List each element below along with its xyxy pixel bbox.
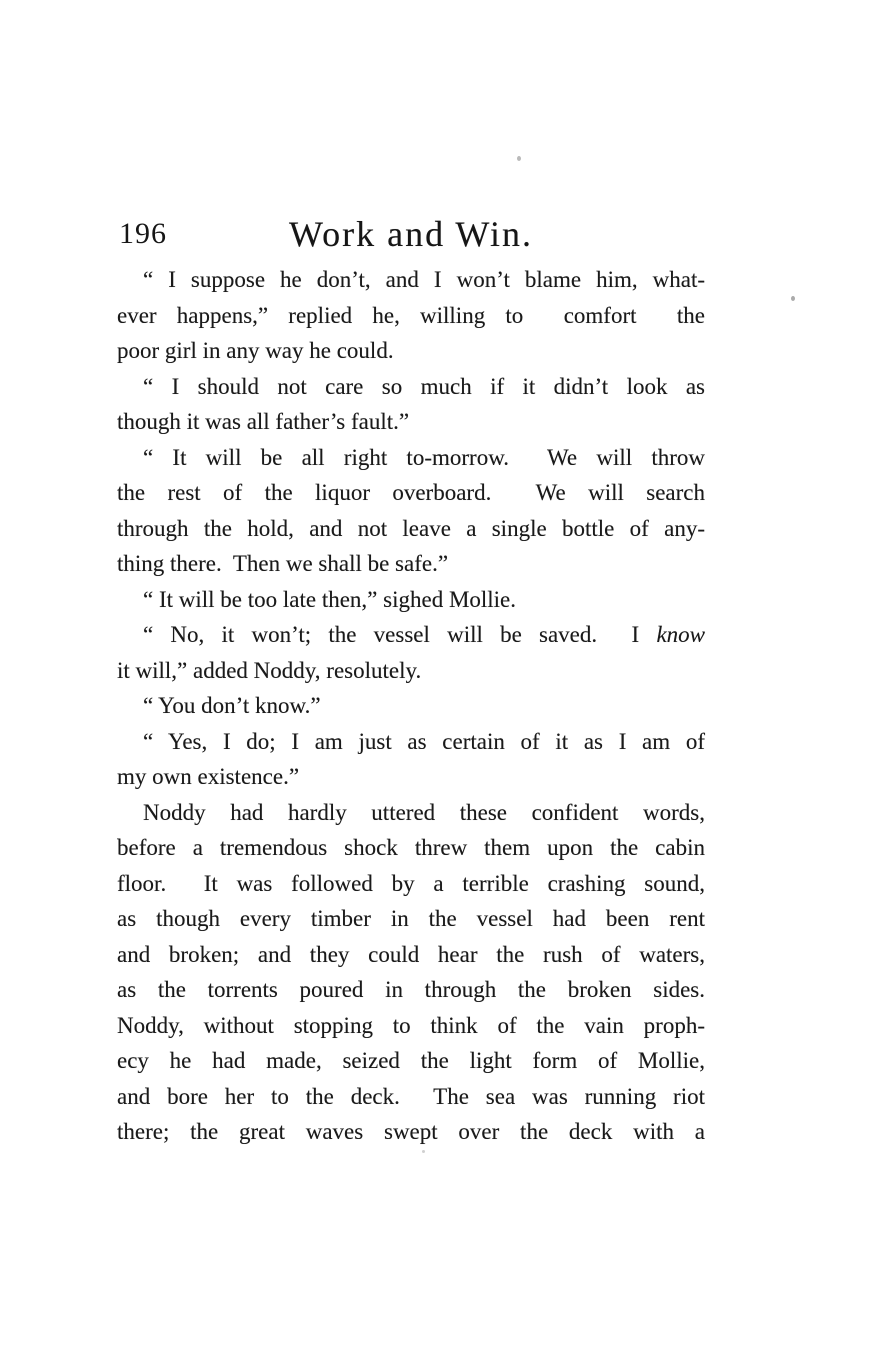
text-line: “ It will be too late then,” sighed Mollie. <box>143 586 517 612</box>
paragraph <box>117 582 705 618</box>
text-line: though it was all father’s fault.” <box>117 409 410 434</box>
paragraph <box>117 617 705 688</box>
running-title: Work and Win. <box>289 214 533 254</box>
text-line: the rest of the liquor overboard. We will search <box>117 480 705 505</box>
text-line: and broken; and they could hear the rush of waters, <box>117 941 705 967</box>
scan-speck <box>422 1150 425 1153</box>
text-line: Noddy had hardly uttered these confident words, <box>143 799 705 825</box>
text-line: there; the great waves swept over the deck with a <box>117 1119 705 1144</box>
text-line: “ No, it won’t; the vessel will be saved. I know <box>143 622 705 647</box>
paragraph <box>117 440 705 582</box>
text-line: poor girl in any way he could. <box>117 338 394 363</box>
page-number: 196 <box>119 217 167 250</box>
text-line: ever happens,” replied he, willing to comfort the <box>117 302 705 328</box>
text-line: and bore her to the deck. The sea was running riot <box>117 1083 705 1109</box>
text-line: “ I should not care so much if it didn’t look as <box>143 373 705 399</box>
text-line: “ You don’t know.” <box>143 693 321 718</box>
scan-speck <box>517 156 521 161</box>
paragraph <box>117 724 705 795</box>
text-line: “ Yes, I do; I am just as certain of it as I am of <box>143 728 705 754</box>
text-line: before a tremendous shock threw them upon the cabin <box>117 835 705 860</box>
text-line: as the torrents poured in through the broken sides. <box>117 977 705 1002</box>
text-line: “ I suppose he don’t, and I won’t blame him, what- <box>143 267 705 292</box>
page-body <box>117 262 705 1150</box>
text-line: “ It will be all right to-morrow. We will throw <box>143 444 705 470</box>
text-line: ecy he had made, seized the light form of Mollie, <box>117 1048 705 1073</box>
paragraph <box>117 795 705 1150</box>
scan-speck <box>791 296 795 301</box>
text-line: it will,” added Noddy, resolutely. <box>117 657 422 683</box>
running-header <box>117 213 705 257</box>
text-line: as though every timber in the vessel had been rent <box>117 906 705 931</box>
paragraph <box>117 262 705 369</box>
paragraph <box>117 369 705 440</box>
text-line: floor. It was followed by a terrible crashing sound, <box>117 870 705 896</box>
text-line: through the hold, and not leave a single bottle of any- <box>117 515 705 541</box>
text-line: my own existence.” <box>117 764 300 789</box>
paragraph <box>117 688 705 724</box>
text-line: Noddy, without stopping to think of the vain proph- <box>117 1012 705 1038</box>
text-line: thing there. Then we shall be safe.” <box>117 551 449 576</box>
